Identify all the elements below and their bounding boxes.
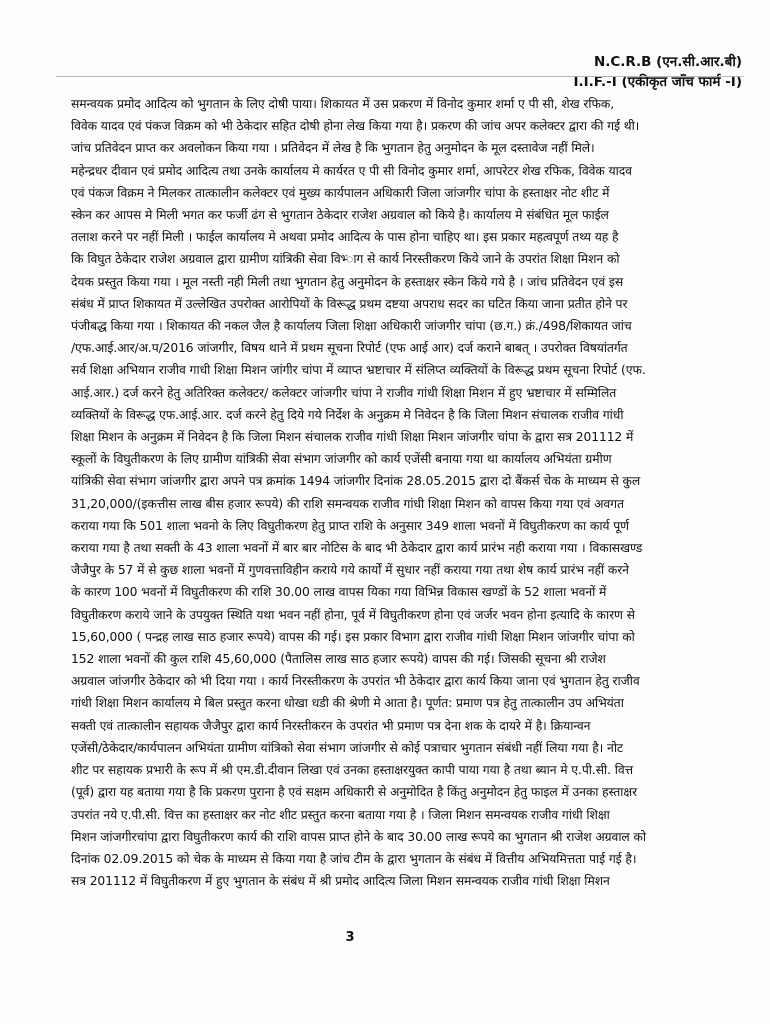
body-line: /एफ.आई.आर/अ.प/2016 जांजगीर, विषय थाने में प्रथम सूचना रिपोर्ट (एफ आई आर) दर्ज कराने बाबत् । उपरोक्त विषयांतर्गत xyxy=(71,341,628,356)
header-divider xyxy=(56,76,744,77)
body-line: जांच प्रतिवेदन प्राप्त कर अवलोकन किया गया । प्रतिवेदन में लेख है कि भुगतान हेतु अनुमोदन के मूल दस्तावेज नहीं मिले। xyxy=(71,141,595,156)
body-line: पंजीबद्ध किया गया । शिकायत की नकल जैल है कार्यालय जिला शिक्षा अधिकारी जांजगीर चांपा (छ.ग.) क्रं./498/शिकायत जांच xyxy=(71,319,632,334)
body-line: यांत्रिकी सेवा संभाग जांजगीर द्वारा अपने पत्र क्रमांक 1494 जांजगीर दिनांक 28.05.2015 द्वारा दो बैंकर्स चेक के माध्यम से कुल xyxy=(71,474,641,489)
body-line: एवं पंकज विक्रम ने मिलकर तात्कालीन कलेक्टर एवं मुख्य कार्यपालन अधिकारी जिला जांजगीर चांपा के हस्ताक्षर नोट शीट में xyxy=(71,185,610,200)
body-line: संबंध में प्राप्त शिकायत में उल्लेखित उपरोक्त आरोपियों के विरूद्ध प्रथम दष्टया अपराध सदर का घटित किया जाना प्रतीत होने पर xyxy=(71,296,628,311)
header-ncrb-title: N.C.R.B (एन.सी.आर.बी) xyxy=(593,54,742,70)
body-line: देयक प्रस्तुत किया गया । मूल नस्ती नही मिली तथा भुगतान हेतु अनुमोदन के हस्ताक्षर स्केन किये गये है । जांच प्रतिवेदन एवं इस xyxy=(71,274,624,289)
body-line: अग्रवाल जांजगीर ठेकेदार को भी दिया गया । कार्य निरस्तीकरण के उपरांत भी ठेकेदार द्वारा कार्य किया जाना एवं भुगतान हेतु राजीव xyxy=(71,674,640,689)
body-line: समन्वयक प्रमोद आदित्य को भुगतान के लिए दोषी पाया। शिकायत में उस प्रकरण में विनोद कुमार शर्मा ए पी सी, शेख रफिक, xyxy=(71,97,615,111)
body-line: स्केन कर आपस मे मिली भगत कर फर्जी ढंग से भुगतान ठेकेदार राजेश अग्रवाल को किये है। कार्यालय मे संबंधित मूल फाईल xyxy=(71,208,609,223)
header-form-title: I.I.F.-I (एकीकृत जाँच फार्म -I) xyxy=(573,74,742,90)
body-line: मिशन जांजगीरचांपा द्वारा विघुतीकरण कार्य की राशि वापस प्राप्त होने के बाद 30.00 लाख रूपये का भुगतान श्री राजेश अग्रवाल को xyxy=(71,829,647,844)
body-line: कराया गया है तथा सक्ती के 43 शाला भवनों में बार बार नोटिस के बाद भी ठेकेदार द्वारा कार्य प्रारंभ नही कराया गया । विकासखण्ड xyxy=(71,541,643,556)
body-line: शीट पर सहायक प्रभारी के रूप में श्री एम.डी.दीवान लिखा एवं उनका हस्ताक्षरयुक्त कापी पाया गया है तथा ब्यान मे ए.पी.सी. वित्त xyxy=(71,763,634,778)
body-line: उपरांत नये ए.पी.सी. वित्त का हस्ताक्षर कर नोट शीट प्रस्तुत करना बताया गया है । जिला मिशन समन्वयक राजीव गांधी शिक्षा xyxy=(71,807,610,822)
body-line: गांधी शिक्षा मिशन कार्यालय मे बिल प्रस्तुत करना धोखा धडी की श्रेणी मे आता है। पूर्णत: प्रमाण पत्र हेतु तात्कालीन उप अभियंता xyxy=(71,696,624,711)
body-line: कि विघुत ठेकेदार राजेश अग्रवाल द्वारा ग्रामीण यांत्रिकी सेवा विभ्‍ाग से कार्य निरस्तीकरण किये जाने के उपरांत शिक्षा मिशन को xyxy=(71,252,620,267)
body-line: स्कूलों के विघुतीकरण के लिए ग्रामीण यांत्रिकी सेवा संभाग जांजगीर को कार्य एजेंसी बनाया गया था कार्यालय अभियंता ग्रमीण xyxy=(71,452,612,467)
form-header xyxy=(573,52,742,92)
body-line: दिनांक 02.09.2015 को चेक के माध्यम से किया गया है जांच टीम के द्वारा भुगतान के संबंध में वित्तीय अभियमित्तता पाई गई है। xyxy=(71,851,637,866)
body-line: सर्व शिक्षा अभियान राजीव गाधी शिक्षा मिशन जांगीर चांपा में व्याप्त भ्रष्टाचार में संलिप्त व्यक्तियों के विरूद्ध प्रथम सूचना रिपोर्ट (एफ. xyxy=(71,363,646,378)
body-line: सक्ती एवं तात्कालीन सहायक जैजैपुर द्वारा कार्य निरस्तीकरन के उपरांत भी प्रमाण पत्र देना शक के दायरे में है। क्रियान्वन xyxy=(71,718,591,733)
body-line: व्यक्तियों के विरूद्ध एफ.आई.आर. दर्ज करने हेतु दिये गये निर्देश के अनुक्रम मे निवेदन है कि जिला मिशन संचालक राजीव गांधी xyxy=(71,407,624,422)
body-line: के कारण 100 भवनों में विघुतीकरण की राशि 30.00 लाख वापस यिका गया विभिन्न विकास खण्डों के 52 शाला भवनों में xyxy=(71,585,607,600)
body-line: शिक्षा मिशन के अनुक्रम में निवेदन है कि जिला मिशन संचालक राजीव गांधी शिक्षा मिशन जांजगीर चांपा के द्वारा सत्र 201112 में xyxy=(71,430,634,445)
body-line: कराया गया कि 501 शाला भवनो के लिए विघुतीकरण हेतु प्राप्त राशि के अनुसार 349 शाला भवनों में विघुतीकरण का कार्य पूर्ण xyxy=(71,518,629,533)
body-line: विवेक यादव एवं पंकज विक्रम को भी ठेकेदार सहित दोषी होना लेख किया गया है। प्रकरण की जांच अपर कलेक्टर द्वारा की गई थी। xyxy=(71,119,640,134)
body-line: (पूर्व) द्वारा यह बताया गया है कि प्रकरण पुराना है एवं सक्षम अधिकारी से अनुमोदित है किंतु अनुमोदन हेतु फाइल में उनका हस्ताक्षर xyxy=(71,785,638,800)
body-line: विघुतीकरण कराये जाने के उपयुक्त स्थिति यथा भवन नहीं होना, पूर्व में विघुतीकरण होना एवं जर्जर भवन होना इत्यादि के कारण से xyxy=(71,607,635,622)
body-line: तलाश करने पर नहीं मिली । फाईल कार्यालय मे अथवा प्रमोद आदित्य के पास होना चाहिए था। इस प्रकार महत्वपूर्ण तथ्य यह है xyxy=(71,230,619,245)
body-paragraph xyxy=(71,93,725,892)
body-line: महेन्द्रधर दीवान एवं प्रमोद आदित्य तथा उनके कार्यालय मे कार्यरत ए पी सी विनोद कुमार शर्मा, आपरेटर शेख रफिक, विवेक यादव xyxy=(71,163,632,178)
body-line: आई.आर.) दर्ज करने हेतु अतिरिक्त कलेक्टर/ कलेक्टर जांजगीर चांपा ने राजीव गांधी शिक्षा मिशन में हुए भ्रष्टाचार में सम्मिलित xyxy=(71,385,617,400)
body-line: सत्र 201112 में विघुतीकरण में हुए भुगतान के संबंध में श्री प्रमोद आदित्य जिला मिशन समन्वयक राजीव गांधी शिक्षा मिशन xyxy=(71,874,610,889)
page-number: 3 xyxy=(345,930,355,945)
body-line: 31,20,000/(इकत्तीस लाख बीस हजार रूपये) की राशि समन्वयक राजीव गांधी शिक्षा मिशन को वापस किया गया एवं अवगत xyxy=(71,496,624,511)
body-line: जैजैपुर के 57 में से कुछ शाला भवनों में गुणवत्ताविहीन कराये गये कार्यों में सुधार नहीं कराया गया तथा शेष कार्य प्रारंभ नहीं करने xyxy=(71,563,629,578)
body-line: 152 शाला भवनों की कुल राशि 45,60,000 (पैतालिस लाख साठ हजार रूपये) वापस की गई। जिसकी सूचना श्री राजेश xyxy=(71,652,606,667)
body-line: एजेंसी/ठेकेदार/कार्यपालन अभियंता ग्रामीण यांत्रिको सेवा संभाग जांजगीर से कोई पत्राचार भुगतान संबंधी नहीं लिया गया है। नोट xyxy=(71,740,624,755)
body-line: 15,60,000 ( पन्द्रह लाख साठ हजार रूपये) वापस की गई। इस प्रकार विभाग द्वारा राजीव गांधी शिक्षा मिशन जांजगीर चांपा को xyxy=(71,629,635,644)
